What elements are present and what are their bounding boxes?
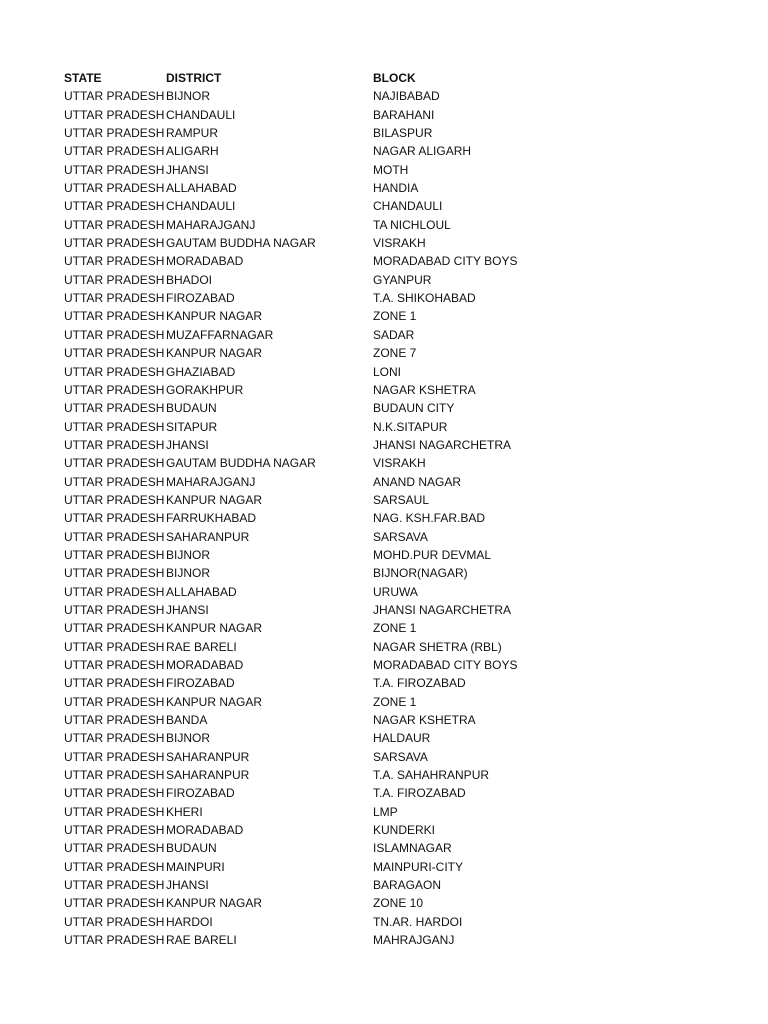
district-cell: MUZAFFARNAGAR [166,327,274,342]
table-row [64,766,673,784]
block-cell: NAGAR KSHETRA [373,382,476,397]
table-row [64,234,673,252]
state-cell: UTTAR PRADESH [64,749,165,764]
block-cell: VISRAKH [373,456,426,471]
district-cell: KANPUR NAGAR [166,346,263,361]
block-cell: TN.AR. HARDOI [373,914,463,929]
table-row [64,216,673,234]
state-cell: UTTAR PRADESH [64,327,165,342]
state-cell: UTTAR PRADESH [64,658,165,672]
state-cell: UTTAR PRADESH [64,107,165,122]
block-cell: N.K.SITAPUR [373,419,448,434]
district-cell: KANPUR NAGAR [166,309,263,324]
block-cell: T.A. SHIKOHABAD [373,291,476,306]
table-row [64,546,673,564]
table-row [64,638,673,656]
header-row [64,69,673,87]
block-cell: MORADABAD CITY BOYS [373,254,518,269]
block-cell: NAGAR KSHETRA [373,713,476,728]
district-cell: SAHARANPUR [166,768,250,783]
block-cell: TA NICHLOUL [373,217,451,232]
table-row [64,252,673,270]
district-cell: BUDAUN [166,401,217,416]
district-cell: JHANSI [166,878,209,893]
state-cell: UTTAR PRADESH [64,272,165,287]
block-cell: VISRAKH [373,236,426,251]
state-cell: UTTAR PRADESH [64,621,165,636]
block-cell: HALDAUR [373,731,431,746]
state-cell: UTTAR PRADESH [64,89,165,104]
table-row [64,748,673,766]
state-cell: UTTAR PRADESH [64,181,165,196]
state-cell: UTTAR PRADESH [64,419,165,434]
block-cell: LMP [373,804,398,819]
district-cell: FIROZABAD [166,786,235,801]
district-cell: ALLAHABAD [166,584,237,599]
district-cell: GHAZIABAD [166,364,236,379]
state-cell: UTTAR PRADESH [64,676,165,691]
state-cell: UTTAR PRADESH [64,731,165,746]
table-row [64,913,673,931]
state-cell: UTTAR PRADESH [64,914,165,929]
district-cell: JHANSI [166,602,209,617]
block-cell: JHANSI NAGARCHETRA [373,437,512,452]
state-cell: UTTAR PRADESH [64,236,165,251]
district-cell: FIROZABAD [166,291,235,306]
block-cell: MAHRAJGANJ [373,933,455,948]
district-cell: BHADOI [166,272,213,287]
table-header [64,69,673,87]
block-cell: SARSAUL [373,492,430,507]
block-cell: JHANSI NAGARCHETRA [373,602,512,617]
table-row [64,142,673,160]
table-row [64,271,673,289]
table-row [64,161,673,179]
table-row [64,418,673,436]
state-cell: UTTAR PRADESH [64,933,165,948]
table-row [64,197,673,215]
state-cell: UTTAR PRADESH [64,859,165,874]
state-cell: UTTAR PRADESH [64,529,165,544]
block-cell: BARAGAON [373,878,442,893]
block-cell: T.A. FIROZABAD [373,676,466,691]
table-row [64,106,673,124]
table-row [64,454,673,472]
table-row [64,344,673,362]
header-district: DISTRICT [166,71,222,85]
district-cell: MORADABAD [166,823,244,838]
table-row [64,931,673,949]
district-cell: KANPUR NAGAR [166,492,263,507]
state-cell: UTTAR PRADESH [64,346,165,361]
state-cell: UTTAR PRADESH [64,694,165,709]
district-cell: JHANSI [166,162,209,177]
block-cell: NAJIBABAD [373,89,440,104]
table-row [64,473,673,491]
block-cell: BARAHANI [373,107,435,122]
state-cell: UTTAR PRADESH [64,199,165,214]
block-cell: SARSAVA [373,529,428,544]
state-cell: UTTAR PRADESH [64,217,165,232]
table-row [64,839,673,857]
district-cell: BIJNOR [166,547,211,562]
block-cell: BILASPUR [373,126,433,141]
state-cell: UTTAR PRADESH [64,382,165,397]
state-cell: UTTAR PRADESH [64,254,165,269]
table-row [64,179,673,197]
table-row [64,564,673,582]
state-cell: UTTAR PRADESH [64,841,165,856]
table-row [64,674,673,692]
block-cell: ZONE 7 [373,346,417,361]
table-row [64,803,673,821]
district-cell: FIROZABAD [166,676,235,691]
district-cell: SAHARANPUR [166,749,250,764]
table-row [64,528,673,546]
district-cell: BANDA [166,713,208,728]
block-cell: MAINPURI-CITY [373,859,463,874]
block-cell: LONI [373,364,402,379]
state-cell: UTTAR PRADESH [64,144,165,159]
table-row [64,693,673,711]
block-cell: MOHD.PUR DEVMAL [373,547,492,562]
district-cell: MORADABAD [166,254,244,269]
district-cell: CHANDAULI [166,107,236,122]
state-cell: UTTAR PRADESH [64,602,165,617]
block-cell: CHANDAULI [373,199,443,214]
district-cell: RAE BARELI [166,639,237,654]
state-cell: UTTAR PRADESH [64,162,165,177]
data-sheet [64,69,724,950]
state-cell: UTTAR PRADESH [64,823,165,838]
block-cell: ANAND NAGAR [373,474,462,489]
table-row [64,619,673,637]
state-cell: UTTAR PRADESH [64,584,165,599]
block-cell: BUDAUN CITY [373,401,455,416]
state-cell: UTTAR PRADESH [64,474,165,489]
block-cell: HANDIA [373,181,419,196]
state-cell: UTTAR PRADESH [64,511,165,526]
block-table [64,69,673,950]
table-row [64,289,673,307]
district-cell: BIJNOR [166,731,211,746]
district-cell: RAE BARELI [166,933,237,948]
district-cell: MAHARAJGANJ [166,217,256,232]
state-cell: UTTAR PRADESH [64,566,165,581]
state-cell: UTTAR PRADESH [64,713,165,728]
block-cell: URUWA [373,584,418,599]
table-row [64,491,673,509]
state-cell: UTTAR PRADESH [64,364,165,379]
state-cell: UTTAR PRADESH [64,126,165,141]
block-cell: SADAR [373,327,415,342]
block-cell: ZONE 1 [373,309,417,324]
state-cell: UTTAR PRADESH [64,456,165,471]
state-cell: UTTAR PRADESH [64,639,165,654]
state-cell: UTTAR PRADESH [64,437,165,452]
district-cell: BIJNOR [166,89,211,104]
table-row [64,784,673,802]
district-cell: KANPUR NAGAR [166,621,263,636]
district-cell: BIJNOR [166,566,211,581]
table-row [64,363,673,381]
district-cell: HARDOI [166,914,213,929]
state-cell: UTTAR PRADESH [64,786,165,801]
block-cell: T.A. FIROZABAD [373,786,466,801]
district-cell: FARRUKHABAD [166,511,257,526]
table-row [64,87,673,105]
district-cell: KANPUR NAGAR [166,896,263,911]
block-cell: ZONE 1 [373,694,417,709]
block-cell: ZONE 10 [373,896,424,911]
district-cell: CHANDAULI [166,199,236,214]
table-row [64,436,673,454]
state-cell: UTTAR PRADESH [64,878,165,893]
table-row [64,381,673,399]
table-row [64,601,673,619]
table-row [64,711,673,729]
table-row [64,876,673,894]
district-cell: RAMPUR [166,126,219,141]
state-cell: UTTAR PRADESH [64,768,165,783]
block-cell: NAGAR ALIGARH [373,144,472,159]
district-cell: GAUTAM BUDDHA NAGAR [166,456,316,471]
state-cell: UTTAR PRADESH [64,492,165,507]
table-row [64,509,673,527]
table-row [64,307,673,325]
table-row [64,858,673,876]
district-cell: KANPUR NAGAR [166,694,263,709]
state-cell: UTTAR PRADESH [64,804,165,819]
table-row [64,656,673,674]
state-cell: UTTAR PRADESH [64,547,165,562]
state-cell: UTTAR PRADESH [64,896,165,911]
district-cell: SAHARANPUR [166,529,250,544]
district-cell: MAINPURI [166,859,225,874]
table-row [64,821,673,839]
district-cell: JHANSI [166,437,209,452]
district-cell: MAHARAJGANJ [166,474,256,489]
block-cell: ISLAMNAGAR [373,841,452,856]
district-cell: KHERI [166,804,203,819]
table-row [64,894,673,912]
block-cell: MOTH [373,162,409,177]
district-cell: MORADABAD [166,658,244,672]
header-block: BLOCK [373,71,416,85]
table-row [64,399,673,417]
table-body [64,87,673,949]
block-cell: MORADABAD CITY BOYS [373,658,518,672]
table-row [64,124,673,142]
block-cell: KUNDERKI [373,823,436,838]
block-cell: NAGAR SHETRA (RBL) [373,639,502,654]
block-cell: BIJNOR(NAGAR) [373,566,468,581]
table-row [64,326,673,344]
state-cell: UTTAR PRADESH [64,291,165,306]
block-cell: SARSAVA [373,749,428,764]
district-cell: ALLAHABAD [166,181,237,196]
table-row [64,729,673,747]
block-cell: ZONE 1 [373,621,417,636]
header-state: STATE [64,71,102,85]
block-cell: T.A. SAHAHRANPUR [373,768,490,783]
district-cell: GAUTAM BUDDHA NAGAR [166,236,316,251]
table-row [64,583,673,601]
district-cell: SITAPUR [166,419,218,434]
state-cell: UTTAR PRADESH [64,401,165,416]
district-cell: GORAKHPUR [166,382,244,397]
block-cell: GYANPUR [373,272,432,287]
district-cell: BUDAUN [166,841,217,856]
state-cell: UTTAR PRADESH [64,309,165,324]
block-cell: NAG. KSH.FAR.BAD [373,511,486,526]
district-cell: ALIGARH [166,144,219,159]
